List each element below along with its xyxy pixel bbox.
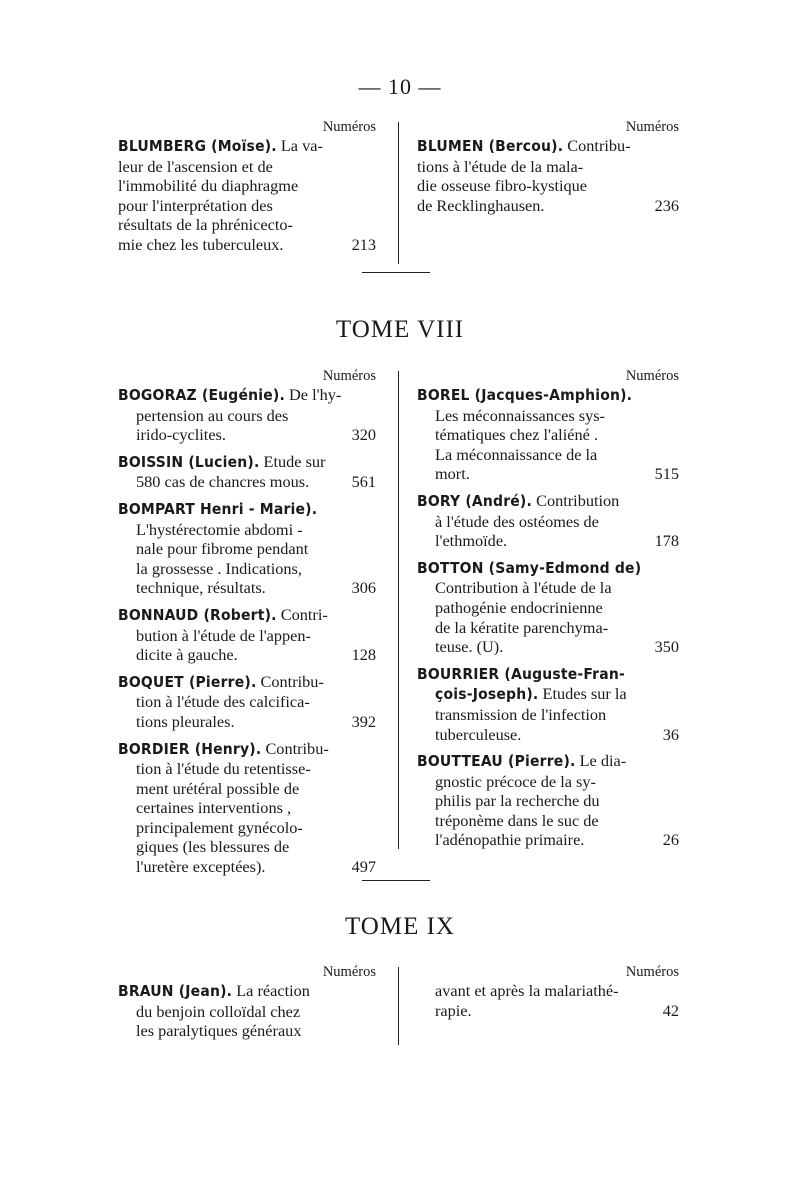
- entry-blumen: [417, 136, 679, 215]
- entry-text: La va-: [276, 136, 323, 155]
- entry-text: avant et après la malariathé-: [435, 981, 619, 1000]
- entry-number: 128: [351, 645, 376, 665]
- entry-botton: [417, 558, 679, 657]
- entry-text: la grossesse . Indications,: [136, 558, 302, 578]
- entry-text: mie chez les tuberculeux.: [118, 234, 284, 254]
- entry-boutteau: [417, 751, 679, 850]
- entry-borel: [417, 385, 679, 484]
- right-column: [417, 118, 679, 222]
- entry-text: L'hystérectomie abdomi -: [136, 519, 303, 539]
- entry-number: 515: [654, 464, 679, 484]
- entry-number: 497: [351, 857, 376, 877]
- numeros-label: Numéros: [322, 964, 376, 980]
- entry-number: 320: [351, 425, 376, 445]
- entry-text: giques (les blessures de: [136, 837, 290, 857]
- entry-text: gnostic précoce de la sy-: [435, 771, 596, 791]
- entry-author-cont: çois-Joseph).: [435, 685, 539, 704]
- entry-text: l'immobilité du diaphragme: [118, 176, 299, 196]
- entry-author: BLUMBERG (Moïse).: [118, 137, 277, 155]
- numeros-label: Numéros: [625, 964, 679, 980]
- tome-title: TOME IX: [344, 913, 455, 940]
- left-column: [118, 367, 376, 884]
- entry-bonnaud: [118, 605, 376, 665]
- left-column: [118, 963, 376, 1048]
- entry-number: 350: [654, 637, 679, 657]
- entry-text: technique, résultats.: [136, 578, 266, 598]
- entry-author: BOISSIN (Lucien).: [118, 452, 260, 471]
- entry-author: BOURRIER (Auguste-Fran-: [417, 664, 625, 683]
- numeros-label: Numéros: [625, 368, 679, 384]
- entry-text: La méconnaissance de la: [435, 444, 598, 464]
- entry-text: die osseuse fibro-kystique: [417, 176, 588, 196]
- entry-number: 236: [654, 195, 679, 215]
- entry-number: 561: [351, 472, 376, 492]
- entry-text: Les méconnaissances sys-: [435, 405, 605, 425]
- entry-boissin: [118, 452, 376, 492]
- entry-text: Contri-: [276, 604, 328, 624]
- entry-text: certaines interventions ,: [136, 798, 292, 818]
- section-tome-viii: [112, 367, 682, 877]
- section-continuation: [112, 118, 682, 268]
- column-divider: [398, 122, 399, 264]
- entry-author: BORDIER (Henry).: [118, 739, 262, 758]
- entry-text: pertension au cours des: [136, 405, 289, 425]
- entry-bourrier: [417, 664, 679, 744]
- entry-author: BLUMEN (Bercou).: [417, 137, 564, 155]
- entry-text: Contribu-: [261, 738, 329, 758]
- entry-text: pour l'interprétation des: [118, 195, 273, 215]
- entry-author: BOMPART Henri - Marie).: [118, 499, 318, 518]
- entry-text: 580 cas de chancres mous.: [136, 472, 310, 492]
- entry-text: tuberculeuse.: [435, 724, 522, 744]
- entry-text: tématiques chez l'aliéné .: [435, 425, 598, 445]
- entry-text: de Recklinghausen.: [417, 195, 545, 215]
- section-rule: [362, 272, 430, 273]
- entry-text: La réaction: [232, 981, 310, 1000]
- entry-text: de la kératite parenchyma-: [435, 617, 609, 637]
- entry-author: BONNAUD (Robert).: [118, 605, 277, 624]
- section-rule: [362, 880, 430, 881]
- entry-number: 42: [662, 1000, 679, 1020]
- numeros-label: Numéros: [625, 119, 679, 135]
- entry-text: Etude sur: [259, 451, 326, 471]
- entry-text: les paralytiques généraux: [136, 1021, 302, 1041]
- entry-bory: [417, 491, 679, 551]
- right-column: [417, 963, 679, 1027]
- entry-text: De l'hy-: [284, 385, 342, 404]
- entry-braun-cont: [417, 981, 679, 1020]
- entry-text: tréponème dans le suc de: [435, 810, 599, 830]
- right-column: [417, 367, 679, 857]
- column-divider: [398, 967, 399, 1045]
- entry-bompart: [118, 499, 376, 598]
- entry-text: Contribution à l'étude de la: [435, 578, 612, 598]
- entry-text: l'ethmoïde.: [435, 531, 508, 551]
- entry-number: 213: [351, 234, 376, 254]
- entry-text: rapie.: [435, 1000, 472, 1020]
- entry-text: pathogénie endocrinienne: [435, 597, 603, 617]
- entry-number: 26: [662, 830, 679, 850]
- section-tome-ix: [112, 963, 682, 1053]
- entry-text: dicite à gauche.: [136, 645, 238, 665]
- entry-author: BORY (André).: [417, 491, 533, 510]
- entry-text: Contribu-: [563, 136, 631, 155]
- entry-text: principalement gynécolo-: [136, 817, 303, 837]
- column-divider: [398, 371, 399, 849]
- entry-text: résultats de la phrénicecto-: [118, 215, 293, 235]
- entry-number: 306: [351, 578, 376, 598]
- entry-text: Etudes sur la: [542, 684, 627, 704]
- entry-text: mort.: [435, 464, 470, 484]
- entry-author: BOGORAZ (Eugénie).: [118, 386, 285, 404]
- entry-text: transmission de l'infection: [435, 704, 607, 724]
- entry-text: irido-cyclites.: [136, 425, 226, 445]
- entry-text: l'adénopathie primaire.: [435, 830, 585, 850]
- entry-text: Contribution: [532, 490, 620, 510]
- numeros-label: Numéros: [322, 368, 376, 384]
- entry-text: Le dia-: [575, 751, 627, 771]
- entry-bordier: [118, 739, 376, 877]
- entry-braun: [118, 981, 376, 1041]
- numeros-label: Numéros: [322, 119, 376, 135]
- entry-author: BOTTON (Samy-Edmond de): [417, 558, 642, 577]
- entry-author: BOQUET (Pierre).: [118, 672, 257, 691]
- entry-number: 178: [654, 531, 679, 551]
- tome-title: TOME VIII: [335, 316, 465, 343]
- entry-text: philis par la recherche du: [435, 791, 600, 811]
- left-column: [118, 118, 376, 262]
- entry-number: 392: [351, 711, 376, 731]
- page-number: — 10 —: [358, 74, 442, 99]
- entry-author: BRAUN (Jean).: [118, 982, 233, 1000]
- entry-boquet: [118, 672, 376, 732]
- entry-text: nale pour fibrome pendant: [136, 539, 309, 559]
- entry-text: tion à l'étude du retentisse-: [136, 759, 311, 779]
- entry-text: Contribu-: [256, 671, 324, 691]
- entry-text: teuse. (U).: [435, 637, 504, 657]
- entry-author: BOUTTEAU (Pierre).: [417, 752, 576, 771]
- entry-text: du benjoin colloïdal chez: [136, 1001, 301, 1021]
- entry-text: à l'étude des ostéomes de: [435, 511, 599, 531]
- entry-text: tions pleurales.: [136, 711, 235, 731]
- entry-text: tions à l'étude de la mala-: [417, 156, 584, 176]
- entry-text: l'uretère exceptées).: [136, 857, 266, 877]
- entry-text: leur de l'ascension et de: [118, 156, 273, 176]
- entry-text: ment urétéral possible de: [136, 778, 300, 798]
- entry-bogoraz: [118, 385, 376, 445]
- entry-blumberg: [118, 136, 376, 255]
- entry-author: BOREL (Jacques-Amphion).: [417, 386, 633, 404]
- entry-text: tion à l'étude des calcifica-: [136, 692, 310, 712]
- entry-text: bution à l'étude de l'appen-: [136, 625, 311, 645]
- entry-number: 36: [662, 724, 679, 744]
